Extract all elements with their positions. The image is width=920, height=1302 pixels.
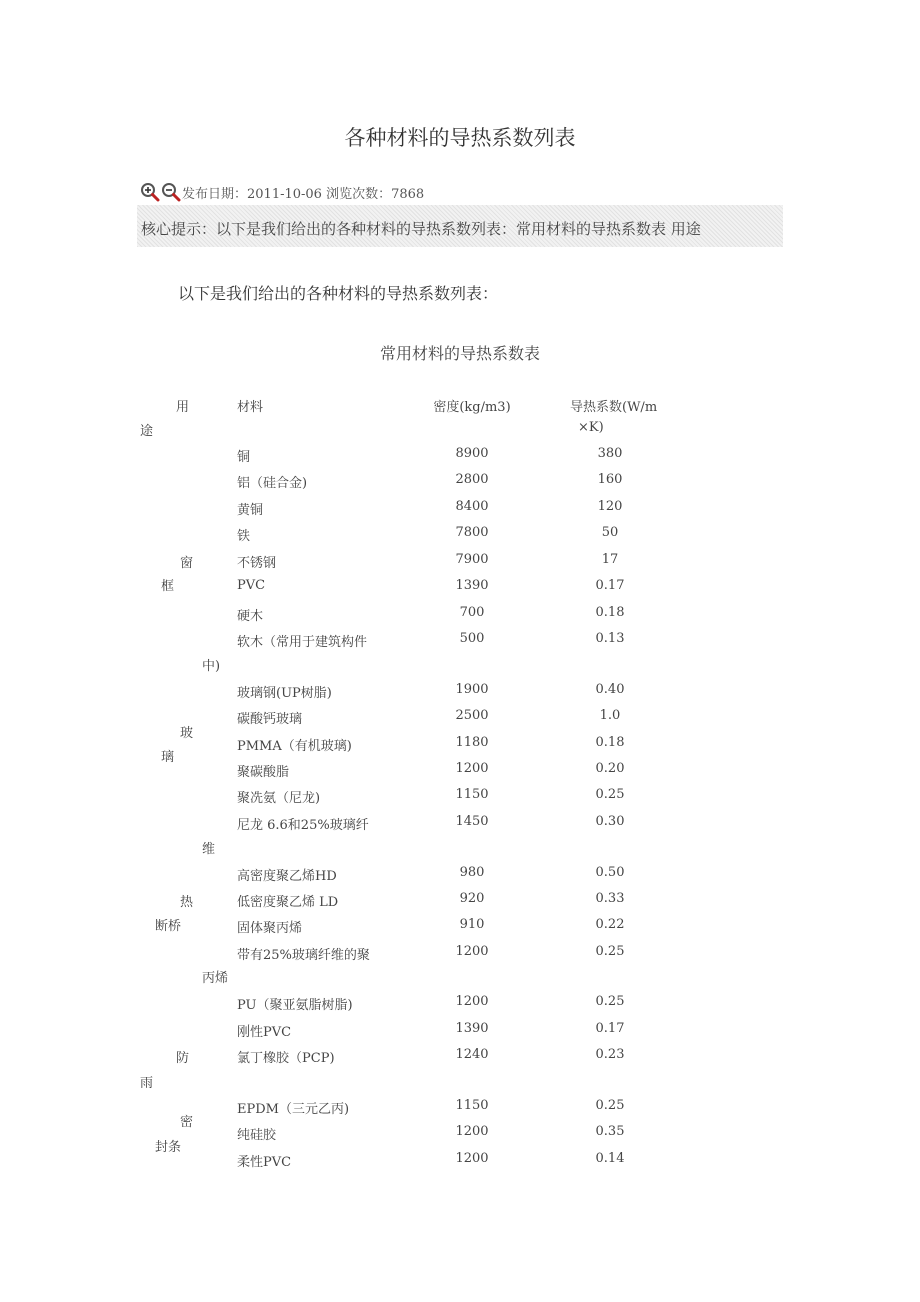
conductivity-cell: 0.20 bbox=[595, 761, 625, 776]
conductivity-cell: 50 bbox=[601, 525, 619, 540]
material-cell: 高密度聚乙烯HD bbox=[237, 869, 337, 884]
usage-label: 玻 bbox=[180, 726, 194, 741]
conductivity-cell: 380 bbox=[597, 446, 623, 461]
density-cell: 1180 bbox=[455, 735, 489, 750]
material-cell: 尼龙 6.6和25%玻璃纤 bbox=[237, 818, 369, 833]
conductivity-cell: 0.35 bbox=[595, 1124, 625, 1139]
conductivity-cell: 0.23 bbox=[595, 1047, 625, 1062]
material-cell: 带有25%玻璃纤维的聚 bbox=[237, 948, 370, 963]
usage-label-continued: 璃 bbox=[161, 750, 175, 765]
density-cell: 1200 bbox=[455, 1124, 489, 1139]
density-cell: 700 bbox=[459, 605, 485, 620]
material-cell-continued: 中) bbox=[202, 659, 221, 674]
conductivity-cell: 0.25 bbox=[595, 994, 625, 1009]
density-cell: 1150 bbox=[455, 787, 489, 802]
material-cell: 硬木 bbox=[237, 609, 264, 624]
summary-box: 核心提示：以下是我们给出的各种材料的导热系数列表：常用材料的导热系数表 用途 bbox=[137, 205, 783, 247]
material-cell: 不锈钢 bbox=[237, 556, 277, 571]
material-cell: 固体聚丙烯 bbox=[237, 921, 303, 936]
usage-label: 热 bbox=[180, 895, 194, 910]
density-cell: 1200 bbox=[455, 994, 489, 1009]
usage-label: 防 bbox=[176, 1051, 190, 1066]
usage-label-continued: 封条 bbox=[155, 1140, 182, 1155]
material-cell: 聚碳酸脂 bbox=[237, 765, 290, 780]
material-cell: 低密度聚乙烯 LD bbox=[237, 895, 339, 910]
header-conductivity: 导热系数(W/m bbox=[570, 400, 658, 415]
density-cell: 1390 bbox=[455, 578, 489, 593]
density-cell: 7800 bbox=[455, 525, 489, 540]
material-cell-continued: 丙烯 bbox=[202, 971, 229, 986]
material-cell: 柔性PVC bbox=[237, 1155, 292, 1170]
material-cell: 软木（常用于建筑构件 bbox=[237, 635, 368, 650]
conductivity-cell: 17 bbox=[601, 552, 619, 567]
density-cell: 8400 bbox=[455, 499, 489, 514]
density-cell: 7900 bbox=[455, 552, 489, 567]
conductivity-cell: 0.17 bbox=[595, 578, 625, 593]
material-cell: PVC bbox=[237, 578, 266, 593]
material-cell: 聚冼氨（尼龙) bbox=[237, 791, 321, 806]
conductivity-cell: 0.13 bbox=[595, 631, 625, 646]
conductivity-cell: 120 bbox=[597, 499, 623, 514]
conductivity-cell: 0.33 bbox=[595, 891, 625, 906]
conductivity-cell: 0.25 bbox=[595, 787, 625, 802]
usage-label-continued: 断桥 bbox=[155, 919, 182, 934]
material-cell: EPDM（三元乙丙) bbox=[237, 1102, 350, 1117]
usage-label: 密 bbox=[180, 1115, 194, 1130]
density-cell: 980 bbox=[459, 865, 485, 880]
usage-label-continued: 雨 bbox=[140, 1076, 154, 1091]
density-cell: 920 bbox=[459, 891, 485, 906]
conductivity-cell: 0.18 bbox=[595, 605, 625, 620]
material-cell: 黄铜 bbox=[237, 503, 264, 518]
conductivity-cell: 0.40 bbox=[595, 682, 625, 697]
density-cell: 2800 bbox=[455, 472, 489, 487]
conductivity-cell: 0.50 bbox=[595, 865, 625, 880]
conductivity-cell: 0.18 bbox=[595, 735, 625, 750]
material-cell: 碳酸钙玻璃 bbox=[237, 712, 303, 727]
header-conductivity-unit: ×K) bbox=[578, 420, 604, 435]
density-cell: 1390 bbox=[455, 1021, 489, 1036]
usage-label-continued: 框 bbox=[161, 579, 175, 594]
material-cell: 玻璃钢(UP树脂) bbox=[237, 686, 332, 701]
density-cell: 2500 bbox=[455, 708, 489, 723]
conductivity-cell: 0.22 bbox=[595, 917, 625, 932]
material-cell: 铜 bbox=[237, 450, 251, 465]
conductivity-cell: 0.17 bbox=[595, 1021, 625, 1036]
material-cell: 氯丁橡胶（PCP) bbox=[237, 1051, 335, 1066]
header-usage-line1: 用 bbox=[176, 400, 190, 415]
material-cell: 刚性PVC bbox=[237, 1025, 292, 1040]
zoom-in-icon[interactable] bbox=[140, 182, 160, 202]
density-cell: 1450 bbox=[455, 814, 489, 829]
header-usage-line2: 途 bbox=[140, 424, 154, 439]
header-density: 密度(kg/m3) bbox=[433, 400, 511, 415]
page-title: 各种材料的导热系数列表 bbox=[344, 126, 576, 150]
article-meta-bar bbox=[140, 180, 424, 204]
material-cell: PMMA（有机玻璃) bbox=[237, 739, 352, 754]
density-cell: 1240 bbox=[455, 1047, 489, 1062]
conductivity-cell: 0.25 bbox=[595, 944, 625, 959]
density-cell: 1200 bbox=[455, 944, 489, 959]
density-cell: 1900 bbox=[455, 682, 489, 697]
density-cell: 8900 bbox=[455, 446, 489, 461]
conductivity-cell: 0.14 bbox=[595, 1151, 625, 1166]
usage-label: 窗 bbox=[180, 556, 194, 571]
zoom-out-icon[interactable] bbox=[161, 182, 181, 202]
material-cell: 铁 bbox=[237, 529, 251, 544]
material-cell: 铝（硅合金) bbox=[237, 476, 308, 491]
density-cell: 500 bbox=[459, 631, 485, 646]
material-cell: PU（聚亚氨脂树脂) bbox=[237, 998, 353, 1013]
conductivity-cell: 160 bbox=[597, 472, 623, 487]
material-cell-continued: 维 bbox=[202, 842, 216, 857]
publish-meta: 发布日期：2011-10-06 浏览次数：7868 bbox=[182, 186, 425, 202]
density-cell: 1150 bbox=[455, 1098, 489, 1113]
header-material: 材料 bbox=[237, 400, 264, 415]
conductivity-cell: 0.30 bbox=[595, 814, 625, 829]
intro-paragraph: 以下是我们给出的各种材料的导热系数列表： bbox=[178, 284, 499, 303]
density-cell: 1200 bbox=[455, 1151, 489, 1166]
density-cell: 1200 bbox=[455, 761, 489, 776]
density-cell: 910 bbox=[459, 917, 485, 932]
conductivity-cell: 0.25 bbox=[595, 1098, 625, 1113]
material-cell: 纯硅胶 bbox=[237, 1128, 277, 1143]
table-caption: 常用材料的导热系数表 bbox=[379, 344, 540, 363]
conductivity-cell: 1.0 bbox=[599, 708, 621, 723]
